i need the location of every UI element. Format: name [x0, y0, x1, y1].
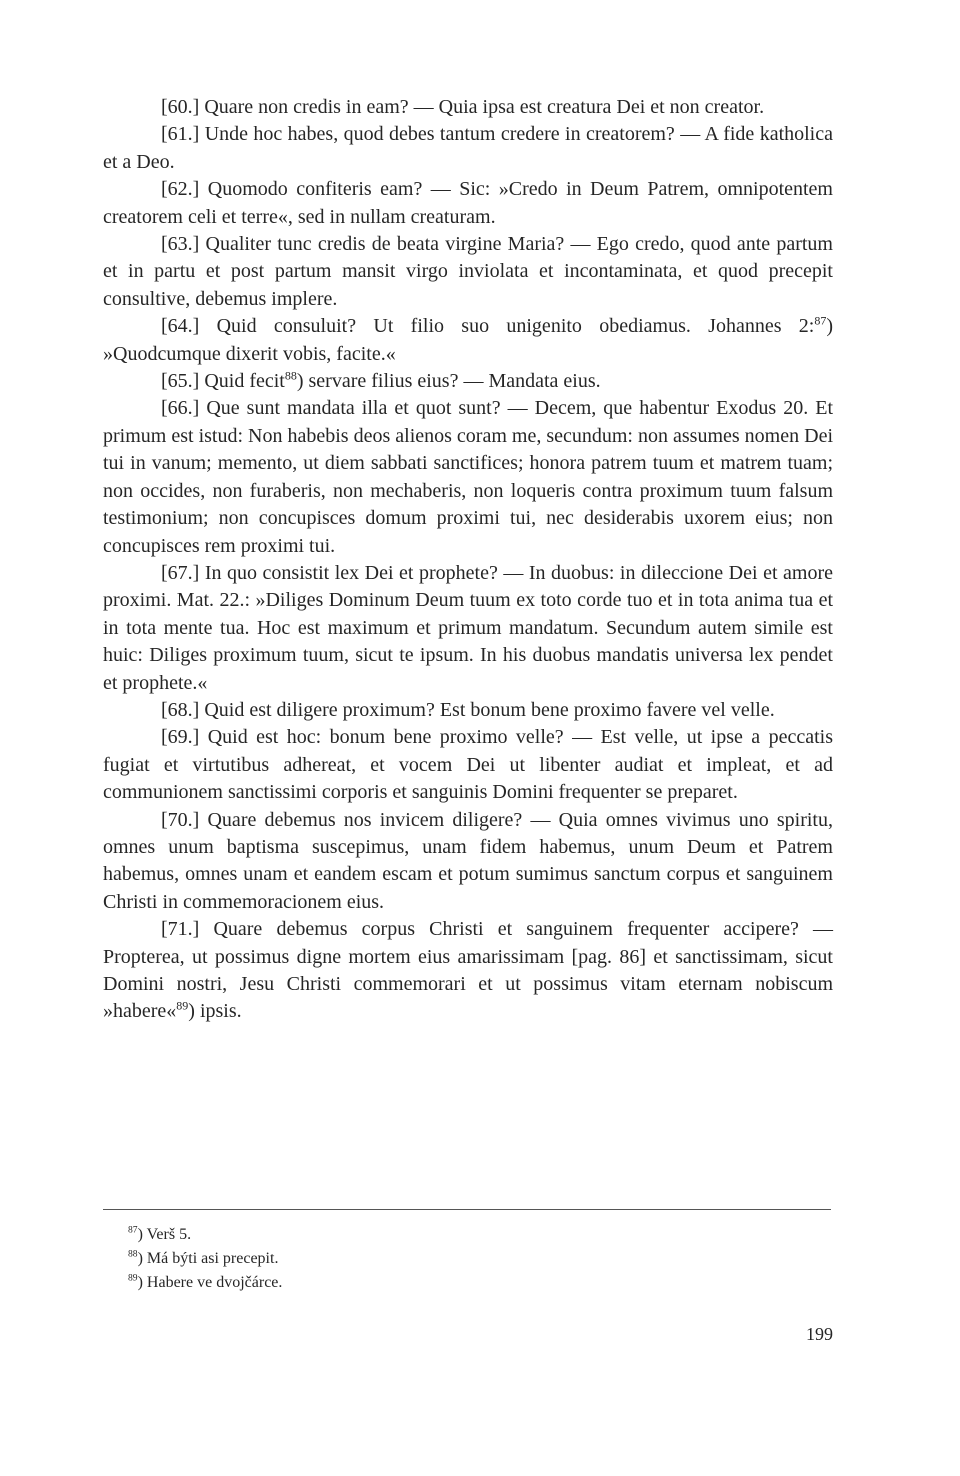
- footnote-88: $^{88}$) Má býti asi precepit.: [128, 1248, 279, 1267]
- paragraph-64: [64.] Quid consuluit? Ut filio suo unigenito obediamus. Johannes 2:$^{87}$) »Quodcumque dixerit vobis, facite.«: [103, 313, 833, 365]
- page-number: 199: [806, 1324, 833, 1344]
- footnote-ref-89: 89: [176, 998, 189, 1013]
- paragraph-65: [65.] Quid fecit$^{88}$) servare filius eius? — Mandata eius.: [161, 368, 601, 393]
- paragraph-63: [63.] Qualiter tunc credis de beata virgine Maria? — Ego credo, quod ante partum et in partu et post partum mansit virgo inviolata et incontaminata, et quod precepit consultive, debemus implere.: [103, 233, 833, 310]
- paragraph-60: [60.] Quare non credis in eam? — Quia ipsa est creatura Dei et non creator.: [161, 96, 765, 118]
- paragraph-67: [67.] In quo consistit lex Dei et prophete? — In duobus: in dileccione Dei et amore proximi. Mat. 22.: »Diliges Dominum Deum tuum ex toto corde tuo et in tota anima tua et in tota mente tua. Hoc est maximum et primum mandatum. Secundum autem simile est huic: Diliges proximum tuum, sicut te ipsum. In his duobus mandatis universa lex pendet et prophete.«: [103, 561, 833, 694]
- paragraph-68: [68.] Quid est diligere proximum? Est bonum bene proximo favere vel velle.: [161, 698, 775, 721]
- paragraph-71: [71.] Quare debemus corpus Christi et sanguinem frequenter accipere? — Propterea, ut possimus digne mortem eius amarissimam [pag. 86] et sanctissimam, sicut Domini nostri, Jesu Christi commemorari et ut possimus vitam eternam nobiscum »habere«$^{89}$) ipsis.: [103, 918, 833, 1023]
- paragraph-69: [69.] Quid est hoc: bonum bene proximo velle? — Est velle, ut ipse a peccatis fugiat et virtutibus adhereat, et vocem Dei ut libenter audiat et impleat, et ad communionem sanctissimi corporis et sanguinis Domini frequenter se preparet.: [103, 726, 833, 804]
- footnote-ref-87: 87: [814, 313, 827, 328]
- paragraph-66: [66.] Que sunt mandata illa et quot sunt? — Decem, que habentur Exodus 20. Et primum est istud: Non habebis deos alienos coram me, secundum: non assumes nomen Dei tui in vanum; memento, ut diem sabbati sanctifices; honora patrem tuum et matrem tuam; non occides, non furaberis, non mechaberis, non loqueris contra proximum tuum falsum testimonium; non concupisces domum proximi tui, nec desiderabis uxorem eius; non concupisces rem proximi tui.: [103, 397, 833, 557]
- paragraph-62: [62.] Quomodo confiteris eam? — Sic: »Credo in Deum Patrem, omnipotentem creatorem celi et terre«, sed in nullam creaturam.: [103, 178, 833, 228]
- paragraph-70: [70.] Quare debemus nos invicem diligere? — Quia omnes vivimus uno spiritu, omnes unum baptisma suscepimus, unam fidem habemus, unum Deum et Patrem habemus, omnes unam et eandem escam et potum sumimus sanctum corpus et sanguinem Christi in commemoracionem eius.: [103, 808, 833, 913]
- body-text: [103, 94, 833, 1026]
- paragraph-61: [61.] Unde hoc habes, quod debes tantum credere in creatorem? — A fide katholica et a Deo.: [103, 123, 833, 173]
- footnote-ref-88: 88: [284, 368, 297, 383]
- footnote-87: $^{87}$) Verš 5.: [128, 1224, 192, 1243]
- footnotes: [128, 1223, 728, 1295]
- footnote-89: $^{89}$) Habere ve dvojčárce.: [128, 1272, 283, 1291]
- footnote-divider: [103, 1209, 831, 1210]
